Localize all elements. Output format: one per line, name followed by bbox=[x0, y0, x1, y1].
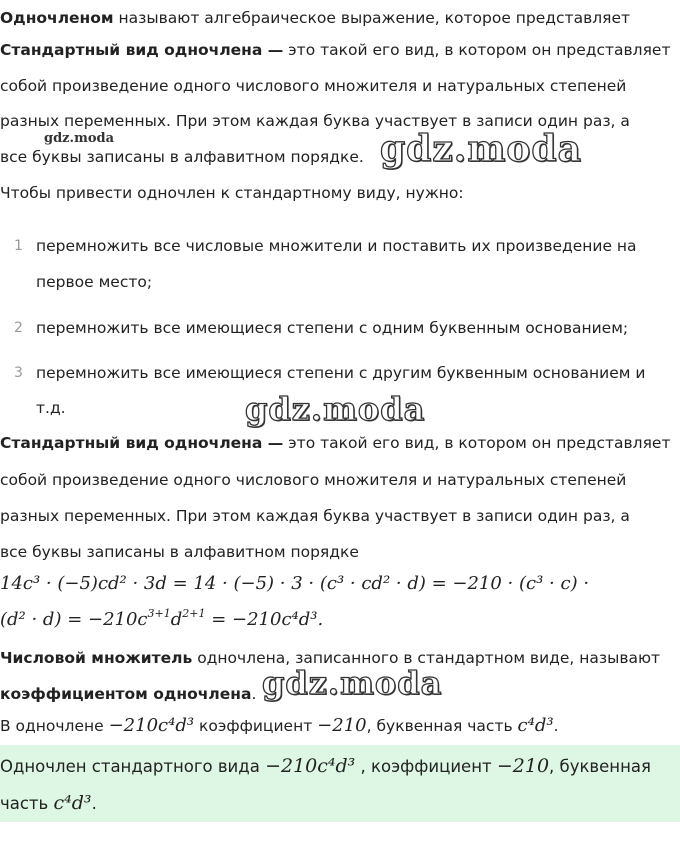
answer-text: , буквенная bbox=[549, 757, 651, 776]
term-standard-form: Стандартный вид одночлена — bbox=[0, 434, 284, 452]
term-standard-form: Стандартный вид одночлена — bbox=[0, 41, 284, 59]
formula-exponent: 3+1 bbox=[147, 607, 171, 620]
example-math: c⁴d³ bbox=[517, 715, 554, 736]
term-numeric-factor: Числовой множитель bbox=[0, 649, 193, 667]
example-text: . bbox=[553, 717, 559, 735]
paragraph-line: все буквы записаны в алфавитном порядке. bbox=[0, 148, 364, 166]
paragraph-line: собой произведение одного числового множителя и натуральных степеней bbox=[0, 77, 627, 95]
example-math: −210 bbox=[317, 715, 367, 736]
list-text: перемножить все имеющиеся степени с другим буквенным основанием и bbox=[36, 364, 646, 382]
term-monomial: Одночленом bbox=[0, 9, 114, 27]
watermark-small: gdz.moda bbox=[44, 131, 115, 146]
list-number: 2 bbox=[14, 320, 23, 336]
list-text: т.д. bbox=[36, 399, 66, 417]
formula-exponent: 2+1 bbox=[182, 607, 206, 620]
answer-text: . bbox=[91, 794, 97, 813]
watermark-logo: gdz.moda bbox=[380, 128, 582, 170]
paragraph-line: собой произведение одного числового множителя и натуральных степеней bbox=[0, 471, 627, 489]
list-text: перемножить все числовые множители и поставить их произведение на bbox=[36, 237, 637, 255]
answer-text: Одночлен стандартного вида bbox=[0, 757, 266, 776]
answer-math: −210c⁴d³ bbox=[265, 755, 356, 777]
answer-line-1 bbox=[0, 756, 651, 777]
answer-text: , коэффициент bbox=[355, 757, 497, 776]
watermark-logo: gdz.moda bbox=[245, 390, 426, 428]
definition-monomial-text: называют алгебраическое выражение, которое представляет bbox=[113, 9, 631, 27]
paragraph-line: все буквы записаны в алфавитном порядке bbox=[0, 543, 359, 561]
list-number: 3 bbox=[14, 365, 23, 381]
answer-math: c⁴d³ bbox=[53, 792, 92, 814]
paragraph-line: разных переменных. При этом каждая буква участвует в записи один раз, а bbox=[0, 507, 630, 525]
term-coefficient: коэффициентом одночлена bbox=[0, 685, 252, 703]
definition-standard-form bbox=[0, 433, 670, 453]
definition-coefficient-term bbox=[0, 684, 256, 704]
definition-standard-form-text: это такой его вид, в котором он представляет bbox=[283, 41, 671, 59]
answer-line-2 bbox=[0, 793, 97, 814]
list-text: первое место; bbox=[36, 273, 153, 291]
steps-intro: Чтобы привести одночлен к стандартному виду, нужно: bbox=[0, 184, 464, 202]
punctuation: . bbox=[251, 685, 257, 703]
example-math: −210c⁴d³ bbox=[108, 715, 195, 736]
formula-part: d bbox=[170, 609, 183, 630]
definition-monomial bbox=[0, 8, 630, 28]
example-text: В одночлене bbox=[0, 717, 109, 735]
definition-standard-form bbox=[0, 40, 670, 60]
watermark-logo: gdz.moda bbox=[262, 664, 443, 702]
formula-line-1: 14c³ · (−5)cd² · 3d = 14 · (−5) · 3 · (c³ · cd² · d) = −210 · (c³ · c) · bbox=[0, 573, 590, 594]
example-text: коэффициент bbox=[194, 717, 318, 735]
formula-part: (d² · d) = −210c bbox=[0, 609, 148, 630]
definition-coefficient-text: одночлена, записанного в стандартном виде, называют bbox=[192, 649, 661, 667]
formula-part: = −210c⁴d³. bbox=[205, 609, 324, 630]
list-text: перемножить все имеющиеся степени с одним буквенным основанием; bbox=[36, 319, 629, 337]
example-text: , буквенная часть bbox=[366, 717, 518, 735]
definition-standard-form-text: это такой его вид, в котором он представляет bbox=[283, 434, 671, 452]
list-number: 1 bbox=[14, 238, 23, 254]
answer-text: часть bbox=[0, 794, 54, 813]
formula-line-2 bbox=[0, 607, 324, 630]
answer-math: −210 bbox=[496, 755, 550, 777]
example-line bbox=[0, 716, 559, 736]
paragraph-line: разных переменных. При этом каждая буква участвует в записи один раз, а bbox=[0, 112, 630, 130]
